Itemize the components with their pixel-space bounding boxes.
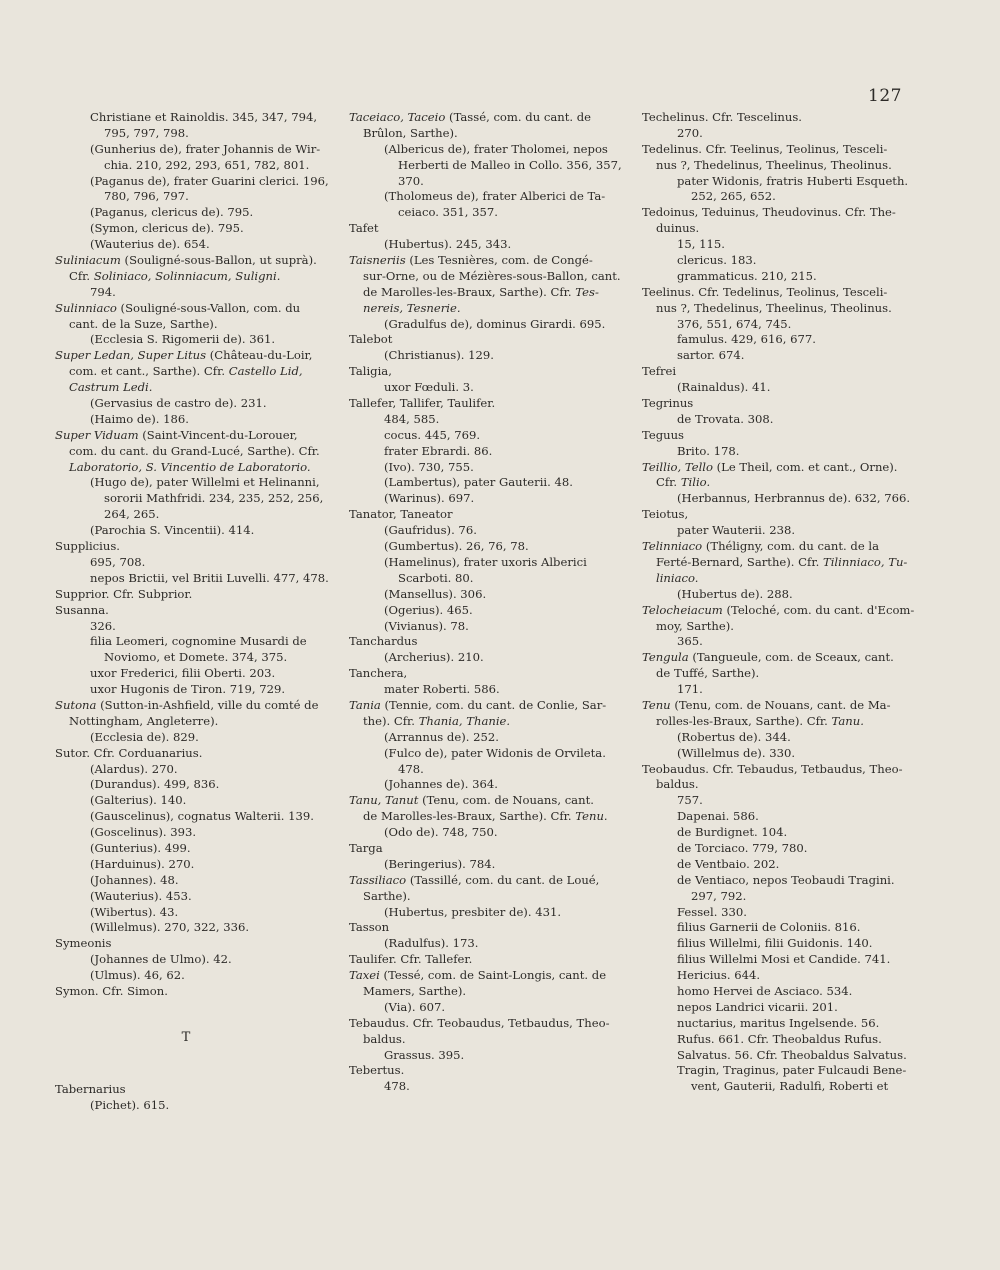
index-subentry-line: (Wauterius). 453. — [90, 888, 192, 903]
index-subentry-line: Grassus. 395. — [384, 1047, 465, 1062]
index-subentry-line: (Warinus). 697. — [384, 491, 475, 506]
italic-text: Tengula — [642, 650, 689, 665]
index-subentry-line: (Gauscelinus), cognatus Walterii. 139. — [90, 809, 314, 824]
index-subentry-line: (Albericus de), frater Tholomei, nepos — [384, 141, 608, 156]
italic-text: Sulinniaco — [55, 300, 117, 315]
index-entry-line — [55, 301, 317, 317]
text-segment: (Les Tesnières, com. de Congé- — [405, 253, 593, 268]
index-subentry-line: (Paganus, clericus de). 795. — [90, 205, 254, 220]
index-entry-line: Tebertus. — [349, 1063, 405, 1078]
index-subentry-line: (Wauterius de). 654. — [90, 237, 210, 252]
text-segment: Ferté-Bernard, Sarthe). Cfr. — [656, 554, 823, 569]
index-subentry-line: Nottingham, Angleterre). — [69, 713, 219, 728]
index-entry-line: Symeonis — [55, 936, 112, 951]
index-entry-line: Taligia, — [349, 364, 392, 379]
index-subentry-line: clericus. 183. — [677, 253, 757, 268]
index-column-2 — [349, 110, 622, 1095]
index-subentry-line: (Parochia S. Vincentii). 414. — [90, 523, 255, 538]
index-subentry-line: (Gumbertus). 26, 76, 78. — [384, 539, 529, 554]
index-subentry-line: (Gunterius). 499. — [90, 840, 191, 855]
index-entry-line — [349, 968, 611, 984]
index-subentry-line: de Trovata. 308. — [677, 411, 774, 426]
index-entry-line: Tedoinus, Teduinus, Theudovinus. Cfr. The- — [642, 205, 896, 220]
italic-text: Thania, Thanie. — [418, 713, 511, 728]
index-subentry-line: Fessel. 330. — [677, 904, 747, 919]
index-subentry-line: pater Widonis, fratris Huberti Esqueth. — [677, 173, 909, 188]
index-subentry-line: (Herbannus, Herbrannus de). 632, 766. — [677, 491, 911, 506]
italic-text: nereis, Tesnerie. — [363, 300, 461, 315]
index-subentry-line: (Lambertus), pater Gauterii. 48. — [384, 475, 573, 490]
index-entry-line: Techelinus. Cfr. Tescelinus. — [642, 110, 802, 124]
index-subentry-line: (Johannes de Ulmo). 42. — [90, 952, 232, 967]
index-entry-line — [642, 650, 904, 666]
index-subentry-line: Hericius. 644. — [677, 968, 761, 983]
index-subentry-line: (Hubertus). 245, 343. — [384, 237, 512, 252]
index-subentry-line: cocus. 445, 769. — [384, 427, 481, 442]
index-subentry-line: filius Garnerii de Coloniis. 816. — [677, 920, 861, 935]
text-segment: (Tenu, com. de Nouans, cant. — [418, 793, 594, 808]
index-subentry-line: 478. — [384, 1079, 410, 1094]
index-entry-line — [642, 539, 904, 555]
index-entry-line: Teguus — [642, 427, 684, 442]
text-segment: Cfr. — [656, 475, 681, 490]
index-subentry-line: (Haimo de). 186. — [90, 411, 189, 426]
index-subentry-line: de Ventiaco, nepos Teobaudi Tragini. — [677, 872, 895, 887]
index-subentry-line: (Gunherius de), frater Johannis de Wir- — [90, 141, 321, 156]
index-entry-line: Susanna. — [55, 602, 109, 617]
index-subentry-line: Herberti de Malleo in Collo. 356, 357, — [398, 157, 622, 172]
index-entry-line: Tabernarius — [55, 1081, 126, 1096]
index-entry-line: Tanchera, — [349, 666, 408, 681]
index-subentry-line: de Tuffé, Sarthe). — [656, 666, 760, 681]
index-subentry-line: filius Willelmi Mosi et Candide. 741. — [677, 952, 891, 967]
index-subentry-line: sartor. 674. — [677, 348, 745, 363]
index-subentry-line: (Paganus de), frater Guarini clerici. 196, — [90, 173, 329, 188]
index-subentry-line: grammaticus. 210, 215. — [677, 268, 817, 283]
text-segment: (Sutton-in-Ashfield, ville du comté de — [96, 697, 319, 712]
index-subentry-line: (Ogerius). 465. — [384, 602, 473, 617]
index-entry-line: Taulifer. Cfr. Tallefer. — [349, 952, 473, 967]
index-subentry-line: uxor Frederici, filii Oberti. 203. — [90, 666, 276, 681]
index-entry-line: Tedelinus. Cfr. Teelinus, Teolinus, Tesceli- — [642, 141, 888, 156]
index-subentry-line: (Symon, clericus de). 795. — [90, 221, 244, 236]
index-subentry-line — [349, 809, 611, 825]
index-entry-line — [349, 110, 611, 126]
index-entry-line — [55, 348, 317, 364]
italic-text: Super Viduam — [55, 427, 139, 442]
index-subentry-line — [55, 364, 317, 380]
index-subentry-line: (Rainaldus). 41. — [677, 380, 771, 395]
index-subentry-line — [642, 571, 904, 587]
index-subentry-line: nepos Brictii, vel Britii Luvelli. 477, 478. — [90, 570, 329, 585]
index-subentry-line: Rufus. 661. Cfr. Theobaldus Rufus. — [677, 1031, 882, 1046]
text-segment: rolles-les-Braux, Sarthe). Cfr. — [656, 713, 832, 728]
index-subentry-line: (Ulmus). 46, 62. — [90, 968, 185, 983]
italic-text: Tenu — [642, 697, 671, 712]
index-subentry-line: (Radulfus). 173. — [384, 936, 479, 951]
index-subentry-line: nuctarius, maritus Ingelsende. 56. — [677, 1015, 880, 1030]
index-entry-line: Tafet — [349, 221, 379, 236]
index-subentry-line: (Ecclesia S. Rigomerii de). 361. — [90, 332, 276, 347]
index-entry-line: Teobaudus. Cfr. Tebaudus, Tetbaudus, Theo- — [642, 761, 903, 776]
italic-text: Telocheiacum — [642, 602, 723, 617]
index-subentry-line: famulus. 429, 616, 677. — [677, 332, 816, 347]
section-gap — [55, 1000, 317, 1030]
index-subentry-line — [349, 301, 611, 317]
index-subentry-line: de Burdignet. 104. — [677, 825, 788, 840]
italic-text: Taceiaco, Taceio — [349, 110, 446, 124]
italic-text: Sutona — [55, 697, 97, 712]
text-segment: (Le Theil, com. et cant., Orne). — [712, 459, 898, 474]
index-subentry-line: (Arrannus de). 252. — [384, 729, 499, 744]
index-entry-line — [349, 253, 611, 269]
index-subentry-line: Brito. 178. — [677, 443, 740, 458]
index-subentry-line: Noviomo, et Domete. 374, 375. — [104, 650, 288, 665]
index-subentry-line: 376, 551, 674, 745. — [677, 316, 792, 331]
index-subentry-line: (Gradulfus de), dominus Girardi. 695. — [384, 316, 606, 331]
index-subentry-line: baldus. — [363, 1031, 406, 1046]
index-subentry-line: 794. — [90, 284, 116, 299]
index-subentry-line: nepos Landrici vicarii. 201. — [677, 999, 838, 1014]
index-entry-line — [349, 873, 611, 889]
index-subentry-line: (Hamelinus), frater uxoris Alberici — [384, 554, 587, 569]
text-segment: Cfr. — [69, 268, 94, 283]
index-subentry-line: uxor Fœduli. 3. — [384, 380, 474, 395]
index-subentry-line: 297, 792. — [691, 888, 747, 903]
index-entry-line — [55, 428, 317, 444]
index-subentry-line: frater Ebrardi. 86. — [384, 443, 493, 458]
index-subentry-line: Scarboti. 80. — [398, 570, 474, 585]
index-subentry-line: 370. — [398, 173, 424, 188]
index-subentry-line: 264, 265. — [104, 507, 160, 522]
index-subentry-line: mater Roberti. 586. — [384, 682, 500, 697]
index-entry-line: Tanator, Taneator — [349, 507, 453, 522]
index-subentry-line: (Galterius). 140. — [90, 793, 187, 808]
italic-text: Telinniaco — [642, 539, 703, 554]
italic-text: Tenu. — [575, 809, 608, 824]
index-subentry-line: uxor Hugonis de Tiron. 719, 729. — [90, 682, 286, 697]
index-subentry-line: (Ivo). 730, 755. — [384, 459, 474, 474]
italic-text: Tanu. — [831, 713, 864, 728]
index-subentry-line: vent, Gauterii, Radulfi, Roberti et — [691, 1079, 889, 1094]
index-subentry-line: de Torciaco. 779, 780. — [677, 840, 808, 855]
text-segment: com. et cant., Sarthe). Cfr. — [69, 364, 229, 379]
index-subentry-line: 757. — [677, 793, 703, 808]
italic-text: Tassiliaco — [349, 872, 407, 887]
text-segment: (Souligné-sous-Ballon, ut suprà). — [120, 253, 317, 268]
index-entry-line: Teiotus, — [642, 507, 689, 522]
index-column-3 — [642, 110, 915, 1095]
italic-text: Castello Lid, — [228, 364, 303, 379]
index-entry-line — [55, 253, 317, 269]
index-subentry-line: chia. 210, 292, 293, 651, 782, 801. — [104, 157, 310, 172]
index-entry-line — [349, 793, 611, 809]
italic-text: Laboratorio, S. Vincentio de Laboratorio. — [69, 459, 311, 474]
index-subentry-line: 478. — [398, 761, 424, 776]
text-segment: (Teloché, com. du cant. d'Ecom- — [722, 602, 915, 617]
index-subentry-line: com. du cant. du Grand-Lucé, Sarthe). Cfr. — [69, 443, 320, 458]
index-subentry-line: sur-Orne, ou de Mézières-sous-Ballon, cant. — [363, 268, 621, 283]
section-gap — [55, 1052, 317, 1082]
index-subentry-line: (Harduinus). 270. — [90, 856, 195, 871]
italic-text: Tilio. — [680, 475, 711, 490]
index-subentry-line: 695, 708. — [90, 554, 146, 569]
text-segment: (Tassé, com. du cant. de — [445, 110, 592, 124]
index-subentry-line: Sarthe). — [363, 888, 411, 903]
index-subentry-line: (Hubertus de). 288. — [677, 586, 793, 601]
italic-text: Taisneriis — [349, 253, 406, 268]
index-subentry-line: (Pichet). 615. — [90, 1097, 170, 1112]
index-subentry-line: (Durandus). 499, 836. — [90, 777, 220, 792]
index-subentry-line: (Hugo de), pater Willelmi et Helinanni, — [90, 475, 320, 490]
index-subentry-line: Dapenai. 586. — [677, 809, 759, 824]
index-entry-line: Teelinus. Cfr. Tedelinus, Teolinus, Tesceli- — [642, 284, 888, 299]
italic-text: Soliniaco, Solinniacum, Suligni. — [93, 268, 281, 283]
index-subentry-line: (Gervasius de castro de). 231. — [90, 396, 267, 411]
index-entry-line: Supplicius. — [55, 539, 120, 554]
index-subentry-line: nus ?, Thedelinus, Theelinus, Theolinus. — [656, 157, 892, 172]
index-subentry-line — [349, 714, 611, 730]
index-subentry-line — [349, 285, 611, 301]
index-subentry-line — [642, 554, 908, 571]
page-number: 127 — [868, 86, 902, 106]
index-subentry-line: (Gaufridus). 76. — [384, 523, 477, 538]
text-segment: the). Cfr. — [363, 713, 419, 728]
text-segment: (Tangueule, com. de Sceaux, cant. — [688, 650, 894, 665]
text-segment: de Marolles-les-Braux, Sarthe). Cfr. — [363, 809, 576, 824]
index-subentry-line: Tragin, Traginus, pater Fulcaudi Bene- — [677, 1063, 907, 1078]
index-subentry-line — [55, 380, 317, 396]
index-subentry-line: (Alardus). 270. — [90, 761, 178, 776]
index-subentry-line: moy, Sarthe). — [656, 618, 734, 633]
index-entry-line — [642, 698, 904, 714]
italic-text: Tanu, Tanut — [349, 793, 419, 808]
text-segment: (Tassillé, com. du cant. de Loué, — [406, 872, 600, 887]
index-subentry-line: (Tholomeus de), frater Alberici de Ta- — [384, 189, 606, 204]
index-entry-line: Tasson — [349, 920, 390, 935]
index-entry-line: Tefrei — [642, 364, 677, 379]
index-subentry-line: 326. — [90, 618, 116, 633]
index-subentry-line: (Beringerius). 784. — [384, 856, 496, 871]
index-subentry-line: Salvatus. 56. Cfr. Theobaldus Salvatus. — [677, 1047, 907, 1062]
index-subentry-line: (Robertus de). 344. — [677, 729, 791, 744]
index-subentry-line: 15, 115. — [677, 237, 725, 252]
text-segment: de Marolles-les-Braux, Sarthe). Cfr. — [363, 284, 576, 299]
index-entry-line: Symon. Cfr. Simon. — [55, 983, 168, 998]
index-entry-line: Tegrinus — [642, 396, 694, 411]
index-entry-line — [642, 460, 904, 476]
index-entry-line: Tebaudus. Cfr. Teobaudus, Tetbaudus, Theo- — [349, 1015, 610, 1030]
index-subentry-line: duinus. — [656, 221, 700, 236]
index-subentry-line: (Wibertus). 43. — [90, 904, 179, 919]
index-subentry-line: (Mansellus). 306. — [384, 586, 487, 601]
index-subentry-line: Brûlon, Sarthe). — [363, 125, 458, 140]
index-subentry-line: (Willelmus de). 330. — [677, 745, 796, 760]
index-subentry-line: filia Leomeri, cognomine Musardi de — [90, 634, 307, 649]
index-subentry-line: (Willelmus). 270, 322, 336. — [90, 920, 250, 935]
index-subentry-line: nus ?, Thedelinus, Theelinus, Theolinus. — [656, 300, 892, 315]
index-subentry-line: (Odo de). 748, 750. — [384, 825, 498, 840]
text-segment: (Souligné-sous-Vallon, com. du — [116, 300, 301, 315]
index-subentry-line: 270. — [677, 125, 703, 140]
index-subentry-line: Mamers, Sarthe). — [363, 983, 467, 998]
index-subentry-line: sororii Mathfridi. 234, 235, 252, 256, — [104, 491, 324, 506]
index-entry-line: Targa — [349, 840, 383, 855]
index-entry-line — [642, 602, 915, 619]
index-subentry-line: Christiane et Rainoldis. 345, 347, 794, — [90, 110, 318, 124]
index-subentry-line: cant. de la Suze, Sarthe). — [69, 316, 218, 331]
italic-text: Suliniacum — [55, 253, 121, 268]
section-letter-heading: T — [181, 1029, 191, 1045]
index-entry-line — [349, 698, 611, 714]
index-subentry-line: (Christianus). 129. — [384, 348, 494, 363]
italic-text: liniaco. — [656, 570, 699, 585]
index-entry-line: Supprior. Cfr. Subprior. — [55, 586, 193, 601]
index-subentry-line — [642, 714, 904, 730]
index-entry-line: Talebot — [349, 332, 393, 347]
index-subentry-line: ceiaco. 351, 357. — [398, 205, 498, 220]
italic-text: Castrum Ledi. — [69, 380, 153, 395]
italic-text: Tania — [349, 697, 381, 712]
index-subentry-line: (Goscelinus). 393. — [90, 825, 197, 840]
index-entry-line: Tanchardus — [349, 634, 418, 649]
text-segment: (Tenu, com. de Nouans, cant. de Ma- — [670, 697, 891, 712]
index-subentry-line: 252, 265, 652. — [691, 189, 776, 204]
text-segment: (Théligny, com. du cant. de la — [702, 539, 879, 554]
index-subentry-line: homo Hervei de Asciaco. 534. — [677, 983, 853, 998]
index-subentry-line: (Johannes). 48. — [90, 872, 179, 887]
text-segment: (Tessé, com. de Saint-Longis, cant. de — [379, 968, 607, 983]
index-subentry-line: de Ventbaio. 202. — [677, 856, 780, 871]
index-column-1 — [55, 110, 329, 1114]
index-subentry-line: (Vivianus). 78. — [384, 618, 469, 633]
italic-text: Tes- — [575, 284, 599, 299]
index-entry-line: Tallefer, Tallifer, Taulifer. — [349, 396, 496, 411]
index-subentry-line — [642, 475, 904, 491]
index-subentry-line: 365. — [677, 634, 703, 649]
index-subentry-line: (Fulco de), pater Widonis de Orvileta. — [384, 745, 606, 760]
text-segment: (Saint-Vincent-du-Lorouer, — [138, 427, 298, 442]
text-segment: (Château-du-Loir, — [206, 348, 313, 363]
index-subentry-line: (Hubertus, presbiter de). 431. — [384, 904, 562, 919]
index-subentry-line — [55, 269, 317, 285]
italic-text: Super Ledan, Super Litus — [55, 348, 207, 363]
index-subentry-line — [55, 460, 317, 476]
index-subentry-line: 795, 797, 798. — [104, 125, 189, 140]
index-subentry-line: (Ecclesia de). 829. — [90, 729, 199, 744]
index-subentry-line: 780, 796, 797. — [104, 189, 189, 204]
index-entry-line: Sutor. Cfr. Corduanarius. — [55, 745, 203, 760]
index-subentry-line: (Johannes de). 364. — [384, 777, 498, 792]
index-subentry-line: 171. — [677, 682, 703, 697]
italic-text: Taxei — [349, 968, 380, 983]
index-subentry-line: baldus. — [656, 777, 699, 792]
index-entry-line — [55, 698, 317, 714]
index-subentry-line: filius Willelmi, filii Guidonis. 140. — [677, 936, 873, 951]
text-segment: (Tennie, com. du cant. de Conlie, Sar- — [380, 697, 607, 712]
index-subentry-line: pater Wauterii. 238. — [677, 523, 796, 538]
italic-text: Tilinniaco, Tu- — [822, 554, 908, 569]
index-subentry-line: (Archerius). 210. — [384, 650, 484, 665]
index-subentry-line: 484, 585. — [384, 411, 440, 426]
index-subentry-line: (Via). 607. — [384, 999, 446, 1014]
italic-text: Teillio, Tello — [642, 459, 713, 474]
